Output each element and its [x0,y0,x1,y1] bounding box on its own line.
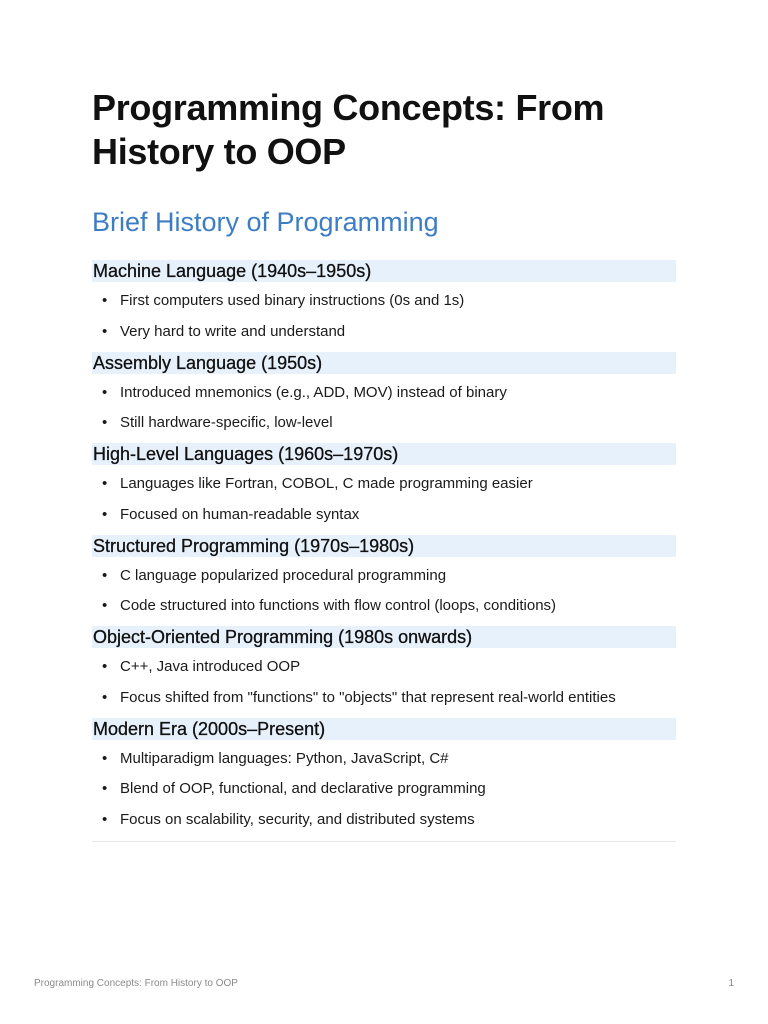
era-bullet-list [92,473,676,526]
document-page [92,0,676,850]
list-item [92,809,676,831]
era-bullet-list [92,748,676,831]
list-item-text: C language popularized procedural programming [120,566,447,584]
section-heading: Brief History of Programming [92,207,439,237]
bullet-icon: • [102,505,108,523]
list-item-text: Focused on human-readable syntax [120,505,360,523]
era-list-container [92,260,676,831]
list-item [92,504,676,526]
list-item [92,290,676,312]
era-section [92,535,676,618]
era-heading: Modern Era (2000s–Present) [92,718,676,740]
era-section [92,718,676,831]
era-bullet-list [92,656,676,709]
list-item-text: Multiparadigm languages: Python, JavaScript, C# [120,749,449,767]
era-heading: High-Level Languages (1960s–1970s) [92,443,676,465]
list-item [92,656,676,678]
bullet-icon: • [102,292,108,309]
bullet-icon: • [102,322,108,340]
list-item [92,687,676,709]
bullet-icon: • [102,749,108,767]
bullet-icon: • [102,566,108,584]
list-item-text: Very hard to write and understand [120,322,346,340]
list-item [92,595,676,617]
list-item [92,778,676,800]
bullet-icon: • [102,383,108,401]
divider [92,841,676,842]
list-item-text: C++, Java introduced OOP [120,658,301,675]
list-item-text: Focus shifted from "functions" to "objects" that represent real-world entities [120,688,616,706]
list-item [92,321,676,343]
bullet-icon: • [102,475,108,492]
bullet-icon: • [102,688,108,706]
era-heading: Machine Language (1940s–1950s) [92,260,676,282]
footer-document-name: Programming Concepts: From History to OOP [34,978,238,989]
bullet-icon: • [102,414,108,431]
list-item-text: Focus on scalability, security, and distributed systems [120,810,475,828]
era-section [92,626,676,709]
list-item [92,748,676,770]
bullet-icon: • [102,780,108,797]
bullet-icon: • [102,658,108,675]
era-section [92,443,676,526]
era-section [92,260,676,343]
list-item-text: Still hardware-specific, low-level [120,414,333,431]
list-item [92,473,676,495]
era-bullet-list [92,382,676,435]
era-bullet-list [92,290,676,343]
list-item-text: First computers used binary instructions (0s and 1s) [120,292,465,309]
era-heading: Assembly Language (1950s) [92,352,676,374]
list-item-text: Introduced mnemonics (e.g., ADD, MOV) instead of binary [120,383,507,401]
list-item [92,565,676,587]
document-title: Programming Concepts: From History to OOP [92,87,605,172]
list-item-text: Blend of OOP, functional, and declarative programming [120,780,486,797]
era-heading: Object-Oriented Programming (1980s onwards) [92,626,676,648]
era-bullet-list [92,565,676,618]
era-heading: Structured Programming (1970s–1980s) [92,535,676,557]
list-item-text: Code structured into functions with flow control (loops, conditions) [120,597,557,614]
bullet-icon: • [102,810,108,828]
era-section [92,352,676,435]
list-item [92,412,676,434]
list-item-text: Languages like Fortran, COBOL, C made programming easier [120,475,533,492]
footer-page-number: 1 [728,978,734,989]
bullet-icon: • [102,597,108,614]
list-item [92,382,676,404]
